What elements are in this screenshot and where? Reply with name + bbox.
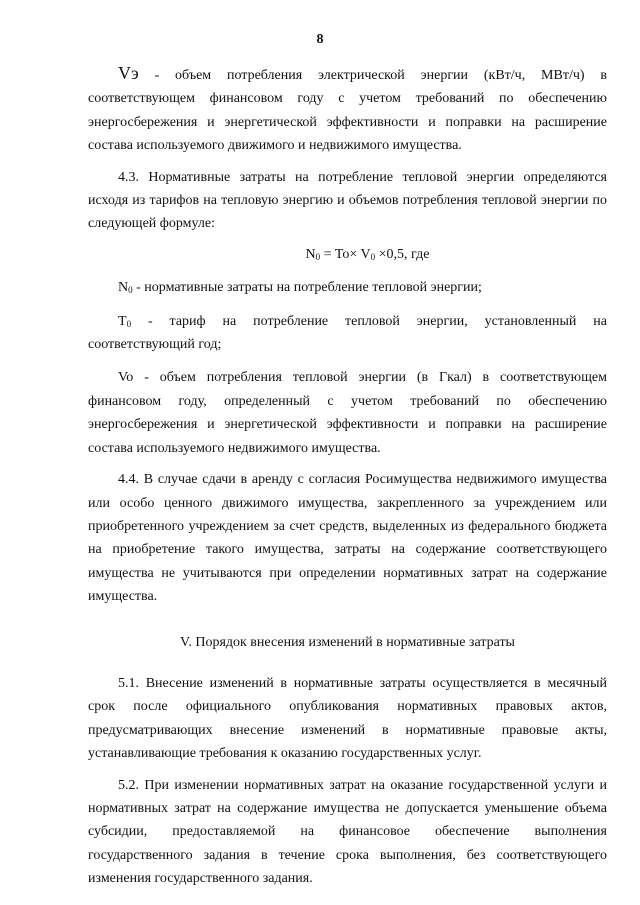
document-body bbox=[88, 62, 607, 891]
definition-t0 bbox=[88, 310, 607, 357]
definition-vo-text: - объем потребления тепловой энергии (в Гкал) в соответствующем финансовом году, определенный с учетом требований по обеспечению энергосбережения и энергетической эффективности и поправки на расширение состава используемого недвижимого имущества. bbox=[88, 370, 607, 456]
symbol-n0: N bbox=[118, 280, 129, 296]
formula-rest: ×0,5, где bbox=[375, 246, 430, 262]
paragraph-5-2: 5.2. При изменении нормативных затрат на оказание государственной услуги и нормативных затрат на содержание имущества не допускается уменьшение объема субсидии, предоставляемой на финансовое обеспечение выполнения государственного задания в течение срока выполнения, без соответствующего изменения государственного задания. bbox=[88, 777, 607, 887]
paragraph-4-4: 4.4. В случае сдачи в аренду с согласия Росимущества недвижимого имущества или особо ценного движимого имущества, закрепленного за учреждением или приобретенного учреждением за счет средств, выделенных из федерального бюджета на приобретение такого имущества, затраты на содержание соответствующего имущества не учитываются при определении нормативных затрат на содержание имущества. bbox=[88, 472, 607, 605]
definition-n0-text: - нормативные затраты на потребление тепловой энергии; bbox=[132, 280, 482, 296]
page-number: 8 bbox=[316, 32, 324, 47]
definition-ve-text: - объем потребления электрической энергии (кВт/ч, МВт/ч) в соответствующем финансовом году с учетом требований по обеспечению энергосбережения и энергетической эффективности и поправки на расширение состава используемого движимого и недвижимого имущества. bbox=[88, 68, 607, 154]
symbol-vo: Vo bbox=[118, 370, 134, 386]
formula-n: N bbox=[305, 246, 316, 262]
paragraph-4-3: 4.3. Нормативные затраты на потребление тепловой энергии определяются исходя из тарифов на тепловую энергию и объемов потребления тепловой энергии по следующей формуле: bbox=[88, 169, 607, 232]
symbol-t0-subscript: 0 bbox=[126, 318, 132, 329]
section-v-heading: V. Порядок внесения изменений в нормативные затраты bbox=[180, 634, 515, 650]
symbol-ve: Vэ bbox=[118, 63, 139, 83]
definition-ve bbox=[88, 62, 607, 158]
heat-cost-formula bbox=[128, 243, 607, 266]
definition-n0 bbox=[88, 276, 607, 299]
formula-n-subscript: 0 bbox=[315, 251, 321, 262]
symbol-n0-subscript: 0 bbox=[128, 285, 133, 296]
symbol-t0: T bbox=[118, 313, 127, 329]
definition-t0-text: - тариф на потребление тепловой энергии, установленный на соответствующий год; bbox=[88, 313, 607, 353]
definition-vo bbox=[88, 366, 607, 460]
paragraph-5-1: 5.1. Внесение изменений в нормативные затраты осуществляется в месячный срок после официального опубликования нормативных правовых актов, предусматривающих внесение изменений в нормативные правовые акты, устанавливающие требования к оказанию государственных услуг. bbox=[88, 675, 607, 762]
formula-v-subscript: 0 bbox=[370, 251, 376, 262]
formula-eq: = To× V bbox=[320, 246, 371, 262]
